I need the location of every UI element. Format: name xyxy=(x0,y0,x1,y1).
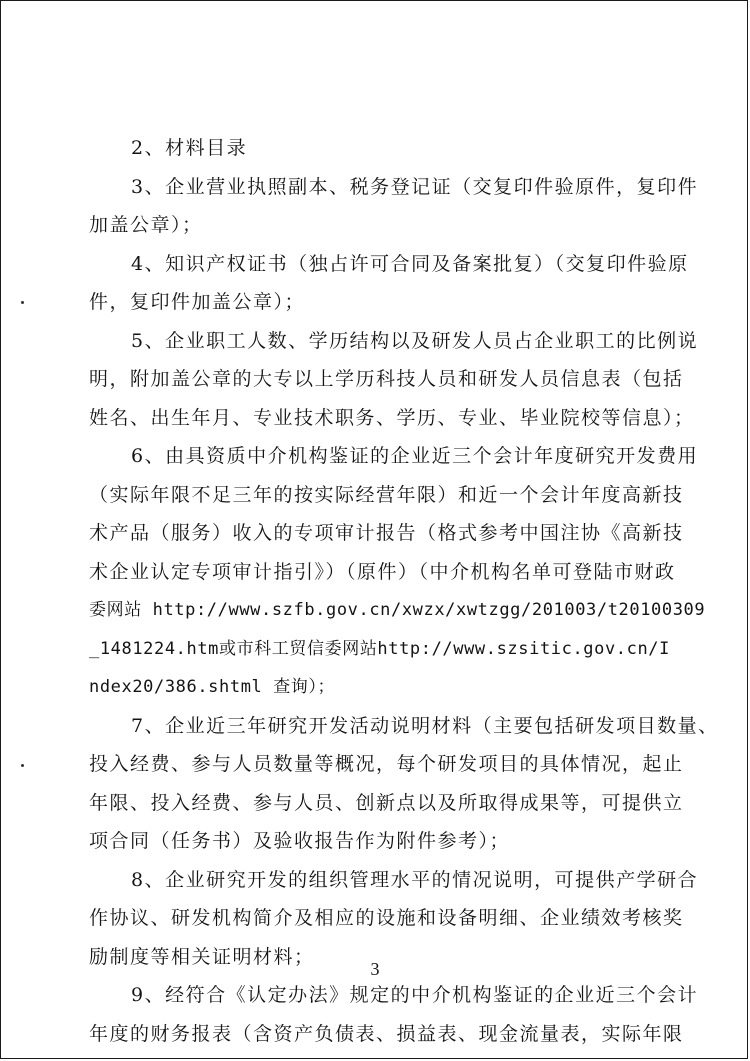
item-7-line-2: 投入经费、参与人员数量等概况，每个研发项目的具体情况，起止 xyxy=(89,753,684,775)
item-6-line-3: 术产品（服务）收入的专项审计报告（格式参考中国注协《高新技 xyxy=(89,522,684,544)
item-7-line-4: 项合同（任务书）及验收报告作为附件参考）； xyxy=(89,830,511,852)
item-3-line-1: 3、企业营业执照副本、税务登记证（交复印件验原件，复印件 xyxy=(131,175,699,198)
item-5-line-1: 5、企业职工人数、学历结构以及研发人员占企业职工的比例说 xyxy=(131,329,699,352)
item-6-line-1: 6、由具资质中介机构鉴证的企业近三个会计年度研究开发费用 xyxy=(131,445,699,467)
item-7-line-1: 7、企业近三年研究开发活动说明材料（主要包括研发项目数量、 xyxy=(131,714,719,737)
item-7-line-3: 年限、投入经费、参与人员、创新点以及所取得成果等，可提供立 xyxy=(89,791,684,814)
item-8-line-1: 8、企业研究开发的组织管理水平的情况说明，可提供产学研合 xyxy=(131,868,699,891)
item-4-line-1: 4、知识产权证书（独占许可合同及备案批复）（交复印件验原 xyxy=(131,252,689,275)
item-6-line-7-url: ndex20/386.shtml 查询）； xyxy=(89,677,336,697)
document-body xyxy=(89,129,719,1053)
item-9-line-2: 年度的财务报表（含资产负债表、损益表、现金流量表，实际年限 xyxy=(89,1022,684,1045)
item-8-line-3: 励制度等相关证明材料； xyxy=(89,945,315,968)
item-8-line-2: 作协议、研发机构简介及相应的设施和设备明细、企业绩效考核奖 xyxy=(89,907,684,929)
item-6-line-2: （实际年限不足三年的按实际经营年限）和近一个会计年度高新技 xyxy=(89,483,684,506)
margin-mark-top xyxy=(21,301,24,304)
margin-mark-bottom xyxy=(21,764,24,767)
item-9-line-1: 9、经符合《认定办法》规定的中介机构鉴证的企业近三个会计 xyxy=(131,984,699,1006)
item-6-line-4: 术企业认定专项审计指引》）（原件）（中介机构名单可登陆市财政 xyxy=(89,560,676,583)
item-5-line-3: 姓名、出生年月、专业技术职务、学历、专业、毕业院校等信息）； xyxy=(89,406,695,429)
item-5-line-2: 明，附加盖公章的大专以上学历科技人员和研发人员信息表（包括 xyxy=(89,368,684,390)
item-3-line-2: 加盖公章）； xyxy=(89,214,203,236)
page-number: 3 xyxy=(370,959,380,979)
item-6-line-5-url: 委网站 http://www.szfb.gov.cn/xwzx/xwtzgg/201003/t20100309 xyxy=(89,600,706,620)
item-6-line-6-url: _1481224.htm或市科工贸信委网站http://www.szsitic.gov.cn/I xyxy=(89,638,670,659)
section-heading-materials: 2、材料目录 xyxy=(131,137,248,159)
item-4-line-2: 件，复印件加盖公章）； xyxy=(89,291,306,313)
